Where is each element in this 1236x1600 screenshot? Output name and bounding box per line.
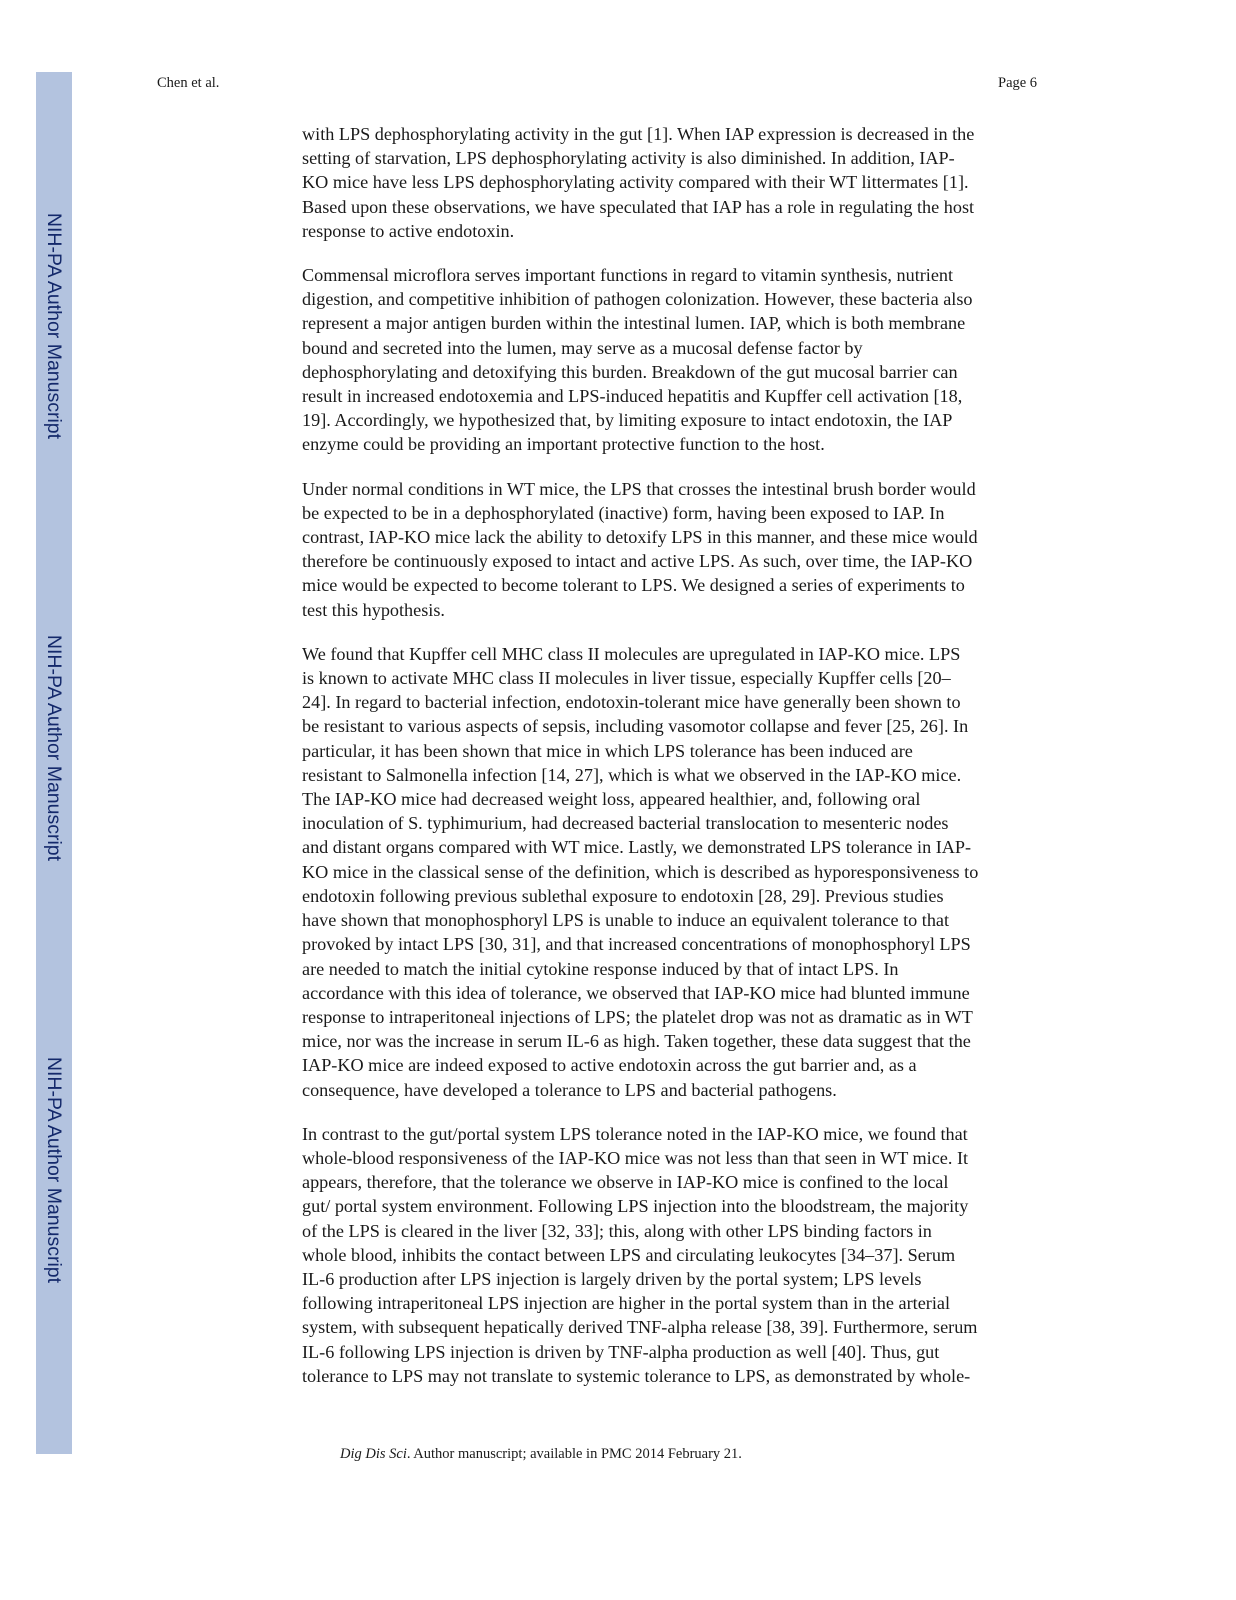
paragraph <box>302 1122 1062 1388</box>
text-line: provoked by intact LPS [30, 31], and that increased concentrations of monophosphoryl LPS <box>302 934 971 955</box>
text-line: The IAP-KO mice had decreased weight loss, appeared healthier, and, following oral <box>302 789 921 810</box>
text-line: contrast, IAP-KO mice lack the ability to detoxify LPS in this manner, and these mice would <box>302 527 978 548</box>
text-line: setting of starvation, LPS dephosphorylating activity is also diminished. In addition, IAP- <box>302 148 955 169</box>
text-line: dephosphorylating and detoxifying this burden. Breakdown of the gut mucosal barrier can <box>302 361 958 382</box>
page-number: Page 6 <box>998 75 1038 91</box>
text-line: be expected to be in a dephosphorylated (inactive) form, having been exposed to IAP. In <box>302 502 945 523</box>
side-label-manuscript-1: NIH-PA Author Manuscript <box>43 212 65 440</box>
text-line: response to active endotoxin. <box>302 220 515 241</box>
text-line: particular, it has been shown that mice in which LPS tolerance has been induced are <box>302 740 913 761</box>
footer-citation <box>340 1445 742 1463</box>
text-line: be resistant to various aspects of sepsis, including vasomotor collapse and fever [25, 26]. In <box>302 716 969 737</box>
text-line: enzyme could be providing an important protective function to the host. <box>302 434 825 455</box>
text-line: We found that Kupffer cell MHC class II molecules are upregulated in IAP-KO mice. LPS <box>302 643 961 664</box>
text-line: mice would be expected to become tolerant to LPS. We designed a series of experiments to <box>302 575 965 596</box>
text-line: therefore be continuously exposed to intact and active LPS. As such, over time, the IAP-KO <box>302 551 973 572</box>
running-head-author: Chen et al. <box>157 75 220 91</box>
text-line: is known to activate MHC class II molecules in liver tissue, especially Kupffer cells [20– <box>302 668 951 689</box>
text-line: Commensal microflora serves important functions in regard to vitamin synthesis, nutrient <box>302 265 954 286</box>
paragraph <box>302 642 1062 1102</box>
text-line: IL-6 production after LPS injection is largely driven by the portal system; LPS levels <box>302 1268 922 1289</box>
text-line: system, with subsequent hepatically derived TNF-alpha release [38, 39]. Furthermore, serum <box>302 1317 978 1338</box>
text-line: are needed to match the initial cytokine response induced by that of intact LPS. In <box>302 958 899 979</box>
text-line: 24]. In regard to bacterial infection, endotoxin-tolerant mice have generally been shown to <box>302 692 961 713</box>
text-line: Based upon these observations, we have speculated that IAP has a role in regulating the host <box>302 196 975 217</box>
text-line: represent a major antigen burden within the intestinal lumen. IAP, which is both membrane <box>302 313 966 334</box>
text-line: following intraperitoneal LPS injection are higher in the portal system than in the arterial <box>302 1293 951 1314</box>
text-line: appears, therefore, that the tolerance we observe in IAP-KO mice is confined to the local <box>302 1172 949 1193</box>
text-line: accordance with this idea of tolerance, we observed that IAP-KO mice had blunted immune <box>302 982 970 1003</box>
text-line: 19]. Accordingly, we hypothesized that, by limiting exposure to intact endotoxin, the IAP <box>302 410 953 431</box>
paragraph <box>302 263 1062 457</box>
text-line: result in increased endotoxemia and LPS-induced hepatitis and Kupffer cell activation [18, <box>302 386 963 407</box>
paragraph <box>302 122 1062 243</box>
text-line: whole blood, inhibits the contact between LPS and circulating leukocytes [34–37]. Serum <box>302 1244 956 1265</box>
text-line: whole-blood responsiveness of the IAP-KO mice was not less than that seen in WT mice. It <box>302 1147 969 1168</box>
text-line: IL-6 following LPS injection is driven by TNF-alpha production as well [40]. Thus, gut <box>302 1341 940 1362</box>
text-line: tolerance to LPS may not translate to systemic tolerance to LPS, as demonstrated by whole- <box>302 1365 971 1386</box>
text-line: response to intraperitoneal injections of LPS; the platelet drop was not as dramatic as in WT <box>302 1006 973 1027</box>
text-line: digestion, and competitive inhibition of pathogen colonization. However, these bacteria also <box>302 289 973 310</box>
text-line: endotoxin following previous sublethal exposure to endotoxin [28, 29]. Previous studies <box>302 885 944 906</box>
text-line: test this hypothesis. <box>302 599 445 620</box>
text-line: have shown that monophosphoryl LPS is unable to induce an equivalent tolerance to that <box>302 910 950 931</box>
text-line: inoculation of S. typhimurium, had decreased bacterial translocation to mesenteric nodes <box>302 813 949 834</box>
text-line: consequence, have developed a tolerance to LPS and bacterial pathogens. <box>302 1079 837 1100</box>
footer-journal: Dig Dis Sci <box>340 1446 407 1462</box>
text-line: mice, nor was the increase in serum IL-6 as high. Taken together, these data suggest that the <box>302 1031 971 1052</box>
text-line: gut/ portal system environment. Following LPS injection into the bloodstream, the majority <box>302 1196 969 1217</box>
side-label-manuscript-2: NIH-PA Author Manuscript <box>43 634 65 862</box>
text-line: KO mice have less LPS dephosphorylating activity compared with their WT littermates [1]. <box>302 172 969 193</box>
text-line: In contrast to the gut/portal system LPS tolerance noted in the IAP-KO mice, we found that <box>302 1123 968 1144</box>
text-line: and distant organs compared with WT mice. Lastly, we demonstrated LPS tolerance in IAP- <box>302 837 972 858</box>
article-body <box>302 122 1062 1408</box>
text-line: with LPS dephosphorylating activity in the gut [1]. When IAP expression is decreased in the <box>302 124 975 144</box>
text-line: of the LPS is cleared in the liver [32, 33]; this, along with other LPS binding factors in <box>302 1220 932 1241</box>
text-line: bound and secreted into the lumen, may serve as a mucosal defense factor by <box>302 337 863 358</box>
side-label-manuscript-3: NIH-PA Author Manuscript <box>43 1056 65 1284</box>
text-line: resistant to Salmonella infection [14, 27], which is what we observed in the IAP-KO mice. <box>302 764 962 785</box>
text-line: IAP-KO mice are indeed exposed to active endotoxin across the gut barrier and, as a <box>302 1055 917 1076</box>
text-line: KO mice in the classical sense of the definition, which is described as hyporesponsiveness to <box>302 861 979 882</box>
text-line: Under normal conditions in WT mice, the LPS that crosses the intestinal brush border would <box>302 478 976 499</box>
paragraph <box>302 477 1062 622</box>
footer-availability: . Author manuscript; available in PMC 2014 February 21. <box>406 1446 742 1462</box>
